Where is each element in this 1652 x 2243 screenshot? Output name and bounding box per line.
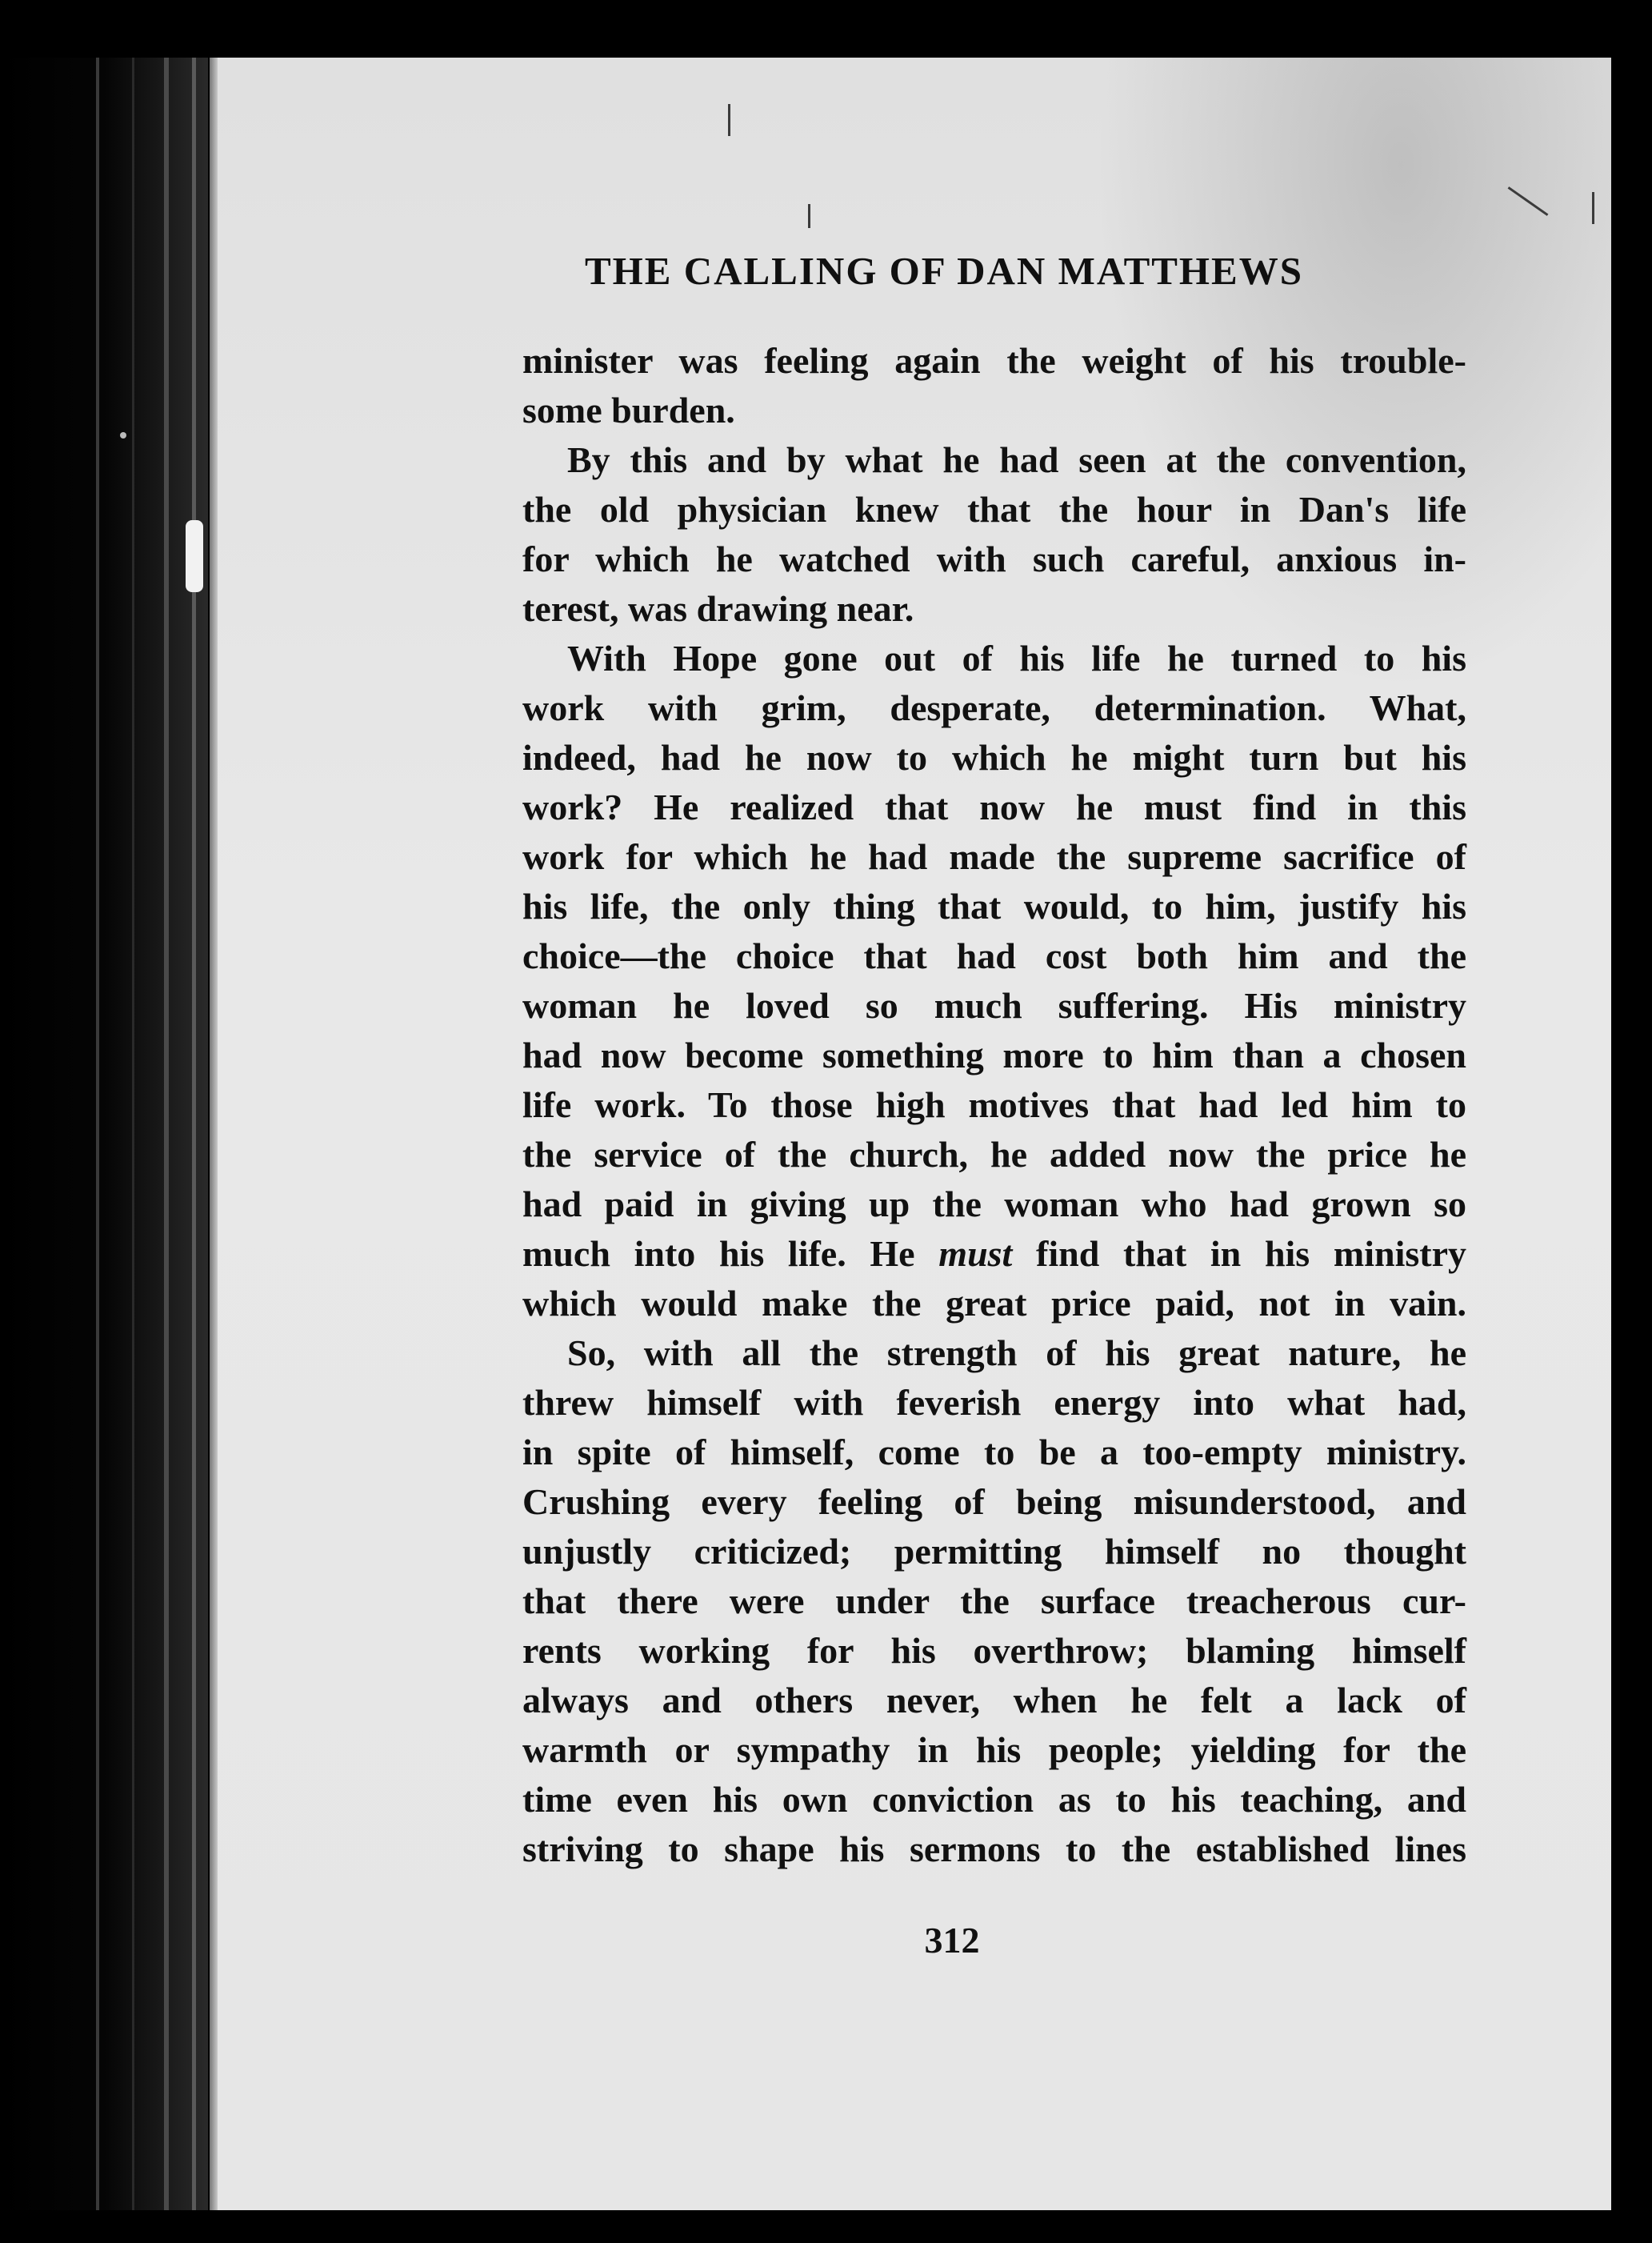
text-line: for which he watched with such careful, anxious in-	[522, 539, 1466, 579]
text-line: striving to shape his sermons to the established lines	[522, 1828, 1466, 1869]
text-line: had now become something more to him than a chosen	[522, 1035, 1466, 1075]
page-gutter-edge	[210, 58, 218, 2210]
scan-artifact	[186, 520, 203, 592]
scan-speck	[1592, 192, 1594, 224]
scan-speck	[120, 432, 126, 439]
text-line: time even his own conviction as to his teaching, and	[522, 1779, 1466, 1820]
text-line: the service of the church, he added now the price he	[522, 1134, 1466, 1175]
text-line: indeed, had he now to which he might turn but his	[522, 737, 1466, 778]
text-line: the old physician knew that the hour in Dan's life	[522, 489, 1466, 530]
text-line: work? He realized that now he must find in this	[522, 787, 1466, 827]
text-line: life work. To those high motives that had led him to	[522, 1084, 1466, 1125]
text-line: With Hope gone out of his life he turned to his	[567, 638, 1466, 679]
text-line: Crushing every feeling of being misunderstood, and	[522, 1481, 1466, 1522]
spine-stripe	[96, 0, 99, 2243]
italic-emphasis: must	[938, 1233, 1013, 1274]
text-run: find that in his ministry	[1012, 1233, 1466, 1274]
spine-stripe	[132, 0, 134, 2243]
text-line: in spite of himself, come to be a too-empty ministry.	[522, 1432, 1466, 1472]
text-line: So, with all the strength of his great nature, he	[567, 1332, 1466, 1373]
text-line: his life, the only thing that would, to him, justify his	[522, 886, 1466, 927]
book-spine-shadow	[0, 0, 208, 2243]
page-number: 312	[924, 1920, 980, 1961]
text-line: some burden.	[522, 390, 735, 431]
text-line: By this and by what he had seen at the convention,	[567, 439, 1466, 480]
text-line: work for which he had made the supreme sacrifice of	[522, 836, 1466, 877]
text-line	[522, 1229, 1466, 1279]
text-line: minister was feeling again the weight of his trouble-	[522, 340, 1466, 381]
text-line: had paid in giving up the woman who had grown so	[522, 1184, 1466, 1224]
text-line: woman he loved so much suffering. His ministry	[522, 985, 1466, 1026]
running-head: THE CALLING OF DAN MATTHEWS	[585, 249, 1303, 293]
text-line: warmth or sympathy in his people; yielding for the	[522, 1729, 1466, 1770]
text-run: much into his life. He	[522, 1233, 939, 1274]
text-line: that there were under the surface treacherous cur-	[522, 1580, 1466, 1621]
bottom-border	[0, 2210, 1652, 2243]
text-line: threw himself with feverish energy into what had,	[522, 1382, 1466, 1423]
text-line: unjustly criticized; permitting himself no thought	[522, 1531, 1466, 1572]
text-line: work with grim, desperate, determination. What,	[522, 687, 1466, 728]
text-line: always and others never, when he felt a lack of	[522, 1680, 1466, 1720]
spine-stripe	[164, 0, 169, 2243]
page-body-text	[522, 336, 1466, 1874]
text-line: rents working for his overthrow; blaming himself	[522, 1630, 1466, 1671]
text-line: which would make the great price paid, not in vain.	[522, 1283, 1466, 1324]
spine-stripe	[192, 0, 196, 2243]
scan-speck	[808, 204, 810, 228]
top-border	[0, 0, 1652, 58]
scan-speck	[728, 104, 730, 136]
text-line: choice—the choice that had cost both him and the	[522, 935, 1466, 976]
text-line: terest, was drawing near.	[522, 588, 914, 629]
right-border	[1604, 0, 1652, 2243]
